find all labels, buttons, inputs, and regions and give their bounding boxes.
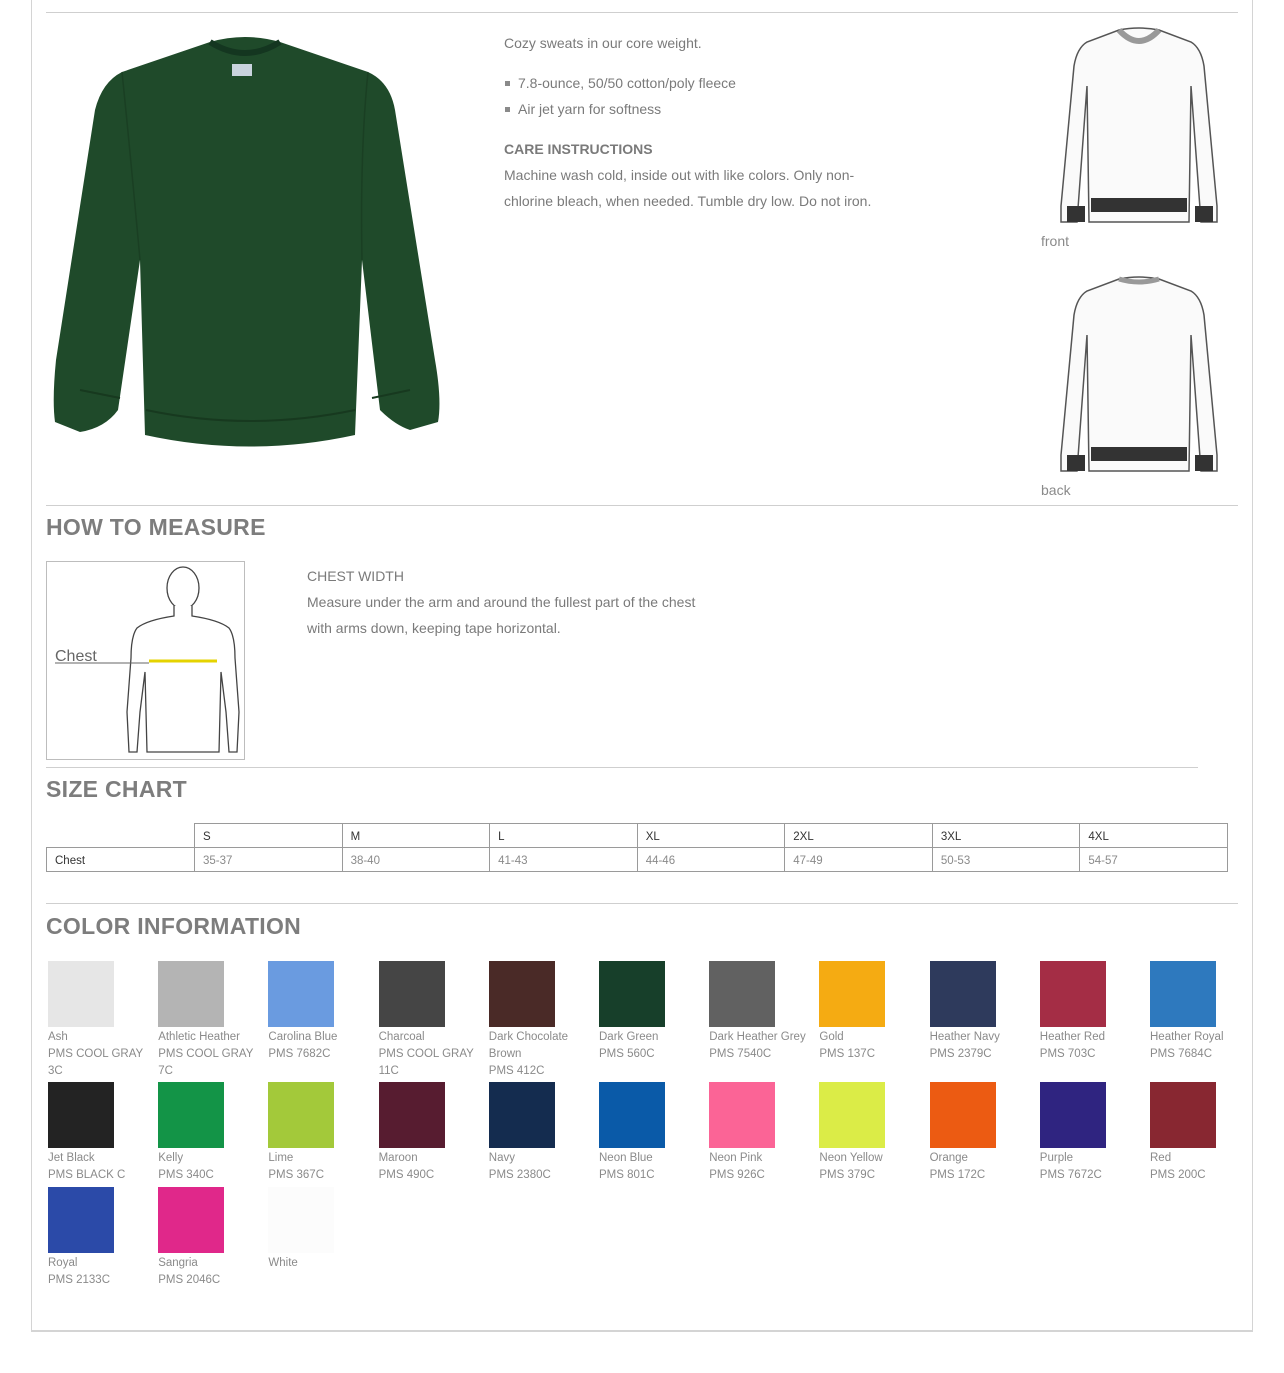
measure-line: with arms down, keeping tape horizontal. xyxy=(307,620,561,636)
color-name: Neon Yellow xyxy=(819,1152,883,1164)
color-chip xyxy=(599,961,665,1027)
color-chip xyxy=(489,961,555,1027)
color-chip xyxy=(819,1082,885,1148)
color-swatch xyxy=(819,1082,927,1184)
color-swatch xyxy=(158,961,266,1080)
size-value-cell: 54-57 xyxy=(1080,848,1228,872)
size-header-row xyxy=(47,824,1228,848)
size-value-cell: 38-40 xyxy=(342,848,490,872)
chest-diagram-label: Chest xyxy=(55,648,97,665)
color-swatch xyxy=(599,1082,707,1184)
color-chip xyxy=(709,961,775,1027)
color-chip xyxy=(930,961,996,1027)
color-pms: PMS 801C xyxy=(599,1169,655,1181)
color-swatch xyxy=(930,961,1038,1063)
size-value-cell: 44-46 xyxy=(637,848,785,872)
measure-heading: CHEST WIDTH xyxy=(307,568,404,584)
size-header-cell: M xyxy=(342,824,490,848)
size-header-cell: L xyxy=(490,824,638,848)
color-name: Dark Heather Grey xyxy=(709,1031,806,1043)
color-pms: PMS 200C xyxy=(1150,1169,1206,1181)
color-name: Heather Royal xyxy=(1150,1031,1224,1043)
color-name: Jet Black xyxy=(48,1152,95,1164)
color-chip xyxy=(268,1187,334,1253)
color-name: Dark Chocolate Brown xyxy=(488,1031,569,1060)
color-swatch xyxy=(158,1082,266,1184)
size-header-cell: 4XL xyxy=(1080,824,1228,848)
color-name: White xyxy=(268,1257,298,1269)
color-info-title: COLOR INFORMATION xyxy=(46,913,302,939)
color-name: Orange xyxy=(929,1152,968,1164)
measure-diagram xyxy=(46,561,245,760)
color-swatch xyxy=(709,1082,817,1184)
color-pms: PMS 2379C xyxy=(929,1048,992,1060)
color-pms: PMS 137C xyxy=(819,1048,875,1060)
color-swatch xyxy=(48,1187,156,1289)
size-chart-table xyxy=(46,823,1228,872)
color-pms: PMS 560C xyxy=(599,1048,655,1060)
color-swatch xyxy=(268,1082,376,1184)
color-name: Purple xyxy=(1039,1152,1074,1164)
color-name: Neon Pink xyxy=(709,1152,763,1164)
color-name: Navy xyxy=(488,1152,515,1164)
color-pms: PMS 926C xyxy=(709,1169,765,1181)
color-swatch xyxy=(379,961,487,1080)
size-header-cell: S xyxy=(195,824,343,848)
feature-list xyxy=(504,70,904,122)
color-swatch xyxy=(268,961,376,1063)
color-name: Red xyxy=(1150,1152,1172,1164)
color-pms: PMS 412C xyxy=(488,1065,545,1077)
color-name: Heather Red xyxy=(1039,1031,1106,1043)
color-name: Royal xyxy=(48,1257,78,1269)
size-value-cell: 50-53 xyxy=(932,848,1080,872)
flat-front-caption: front xyxy=(1041,233,1070,249)
sweatshirt-front-sketch xyxy=(1041,26,1237,224)
color-chip xyxy=(158,1187,224,1253)
color-pms: PMS COOL GRAY 3C xyxy=(48,1048,144,1077)
color-pms: PMS 7684C xyxy=(1150,1048,1213,1060)
body-outline-illustration xyxy=(47,562,244,759)
size-value-cell: 35-37 xyxy=(195,848,343,872)
table-row xyxy=(47,848,1228,872)
row-label: Chest xyxy=(47,848,195,872)
color-chip xyxy=(819,961,885,1027)
color-name: Heather Navy xyxy=(929,1031,1000,1043)
color-pms: PMS 2133C xyxy=(48,1274,111,1286)
color-pms: PMS 172C xyxy=(929,1169,986,1181)
color-name: Kelly xyxy=(158,1152,184,1164)
color-swatch xyxy=(1040,961,1148,1063)
size-chart-title: SIZE CHART xyxy=(46,776,187,802)
color-swatch xyxy=(709,961,817,1063)
color-name: Charcoal xyxy=(378,1031,425,1043)
color-name: Lime xyxy=(268,1152,294,1164)
color-pms: PMS 379C xyxy=(819,1169,875,1181)
sweatshirt-back-sketch xyxy=(1041,275,1237,473)
color-pms: PMS 7540C xyxy=(709,1048,772,1060)
color-name: Gold xyxy=(819,1031,844,1043)
table-corner-cell xyxy=(47,824,195,848)
color-chip xyxy=(1040,961,1106,1027)
color-swatch xyxy=(48,961,156,1080)
color-chip xyxy=(158,1082,224,1148)
color-swatch xyxy=(1150,961,1258,1063)
color-name: Sangria xyxy=(158,1257,198,1269)
color-swatch xyxy=(158,1187,266,1289)
color-pms: PMS BLACK C xyxy=(48,1169,126,1181)
color-chip xyxy=(930,1082,996,1148)
color-name: Ash xyxy=(48,1031,68,1043)
color-chip xyxy=(48,1187,114,1253)
color-chip xyxy=(268,961,334,1027)
flat-sketch-front xyxy=(1041,26,1237,249)
size-header-cell: XL xyxy=(637,824,785,848)
color-pms: PMS COOL GRAY 11C xyxy=(378,1048,474,1077)
color-name: Maroon xyxy=(378,1152,418,1164)
care-line: chlorine bleach, when needed. Tumble dry low. Do not iron. xyxy=(504,193,872,209)
color-swatch xyxy=(268,1187,376,1272)
color-chip xyxy=(489,1082,555,1148)
color-swatch xyxy=(930,1082,1038,1184)
color-chip xyxy=(48,961,114,1027)
color-swatch xyxy=(1150,1082,1258,1184)
color-chip xyxy=(48,1082,114,1148)
color-swatch xyxy=(489,961,597,1080)
size-header-cell: 2XL xyxy=(785,824,933,848)
color-pms: PMS COOL GRAY 7C xyxy=(158,1048,254,1077)
divider xyxy=(46,505,1238,506)
color-swatch xyxy=(379,1082,487,1184)
measure-instructions xyxy=(307,563,727,641)
product-description xyxy=(504,30,904,214)
size-value-cell: 41-43 xyxy=(490,848,638,872)
color-chip xyxy=(379,961,445,1027)
measure-title: HOW TO MEASURE xyxy=(46,514,266,540)
color-chip xyxy=(1040,1082,1106,1148)
color-chip xyxy=(268,1082,334,1148)
measure-line: Measure under the arm and around the fullest part of the chest xyxy=(307,594,696,610)
size-value-cell: 47-49 xyxy=(785,848,933,872)
color-pms: PMS 490C xyxy=(378,1169,435,1181)
color-pms: PMS 703C xyxy=(1039,1048,1096,1060)
divider xyxy=(46,767,1198,768)
color-chip xyxy=(1150,1082,1216,1148)
care-title: CARE INSTRUCTIONS xyxy=(504,141,653,157)
color-pms: PMS 7672C xyxy=(1039,1169,1102,1181)
color-name: Neon Blue xyxy=(599,1152,653,1164)
care-line: Machine wash cold, inside out with like colors. Only non- xyxy=(504,167,855,183)
feature-item: 7.8-ounce, 50/50 cotton/poly fleece xyxy=(504,70,904,96)
color-pms: PMS 2046C xyxy=(158,1274,221,1286)
color-chip xyxy=(379,1082,445,1148)
color-swatch xyxy=(1040,1082,1148,1184)
color-name: Athletic Heather xyxy=(158,1031,241,1043)
color-name: Dark Green xyxy=(599,1031,659,1043)
product-intro: Cozy sweats in our core weight. xyxy=(504,35,702,51)
color-pms: PMS 367C xyxy=(268,1169,324,1181)
feature-item: Air jet yarn for softness xyxy=(504,96,904,122)
color-pms: PMS 2380C xyxy=(488,1169,551,1181)
flat-sketch-back xyxy=(1041,275,1237,498)
color-swatch xyxy=(599,961,707,1063)
color-swatch xyxy=(489,1082,597,1184)
color-swatch xyxy=(819,961,927,1063)
flat-back-caption: back xyxy=(1041,482,1071,498)
product-photo xyxy=(50,30,440,460)
color-swatch xyxy=(48,1082,156,1184)
color-pms: PMS 7682C xyxy=(268,1048,331,1060)
top-divider xyxy=(46,12,1238,13)
color-pms: PMS 340C xyxy=(158,1169,214,1181)
color-chip xyxy=(158,961,224,1027)
size-header-cell: 3XL xyxy=(932,824,1080,848)
color-chip xyxy=(709,1082,775,1148)
divider xyxy=(46,903,1238,904)
color-chip xyxy=(1150,961,1216,1027)
color-chip xyxy=(599,1082,665,1148)
color-name: Carolina Blue xyxy=(268,1031,338,1043)
